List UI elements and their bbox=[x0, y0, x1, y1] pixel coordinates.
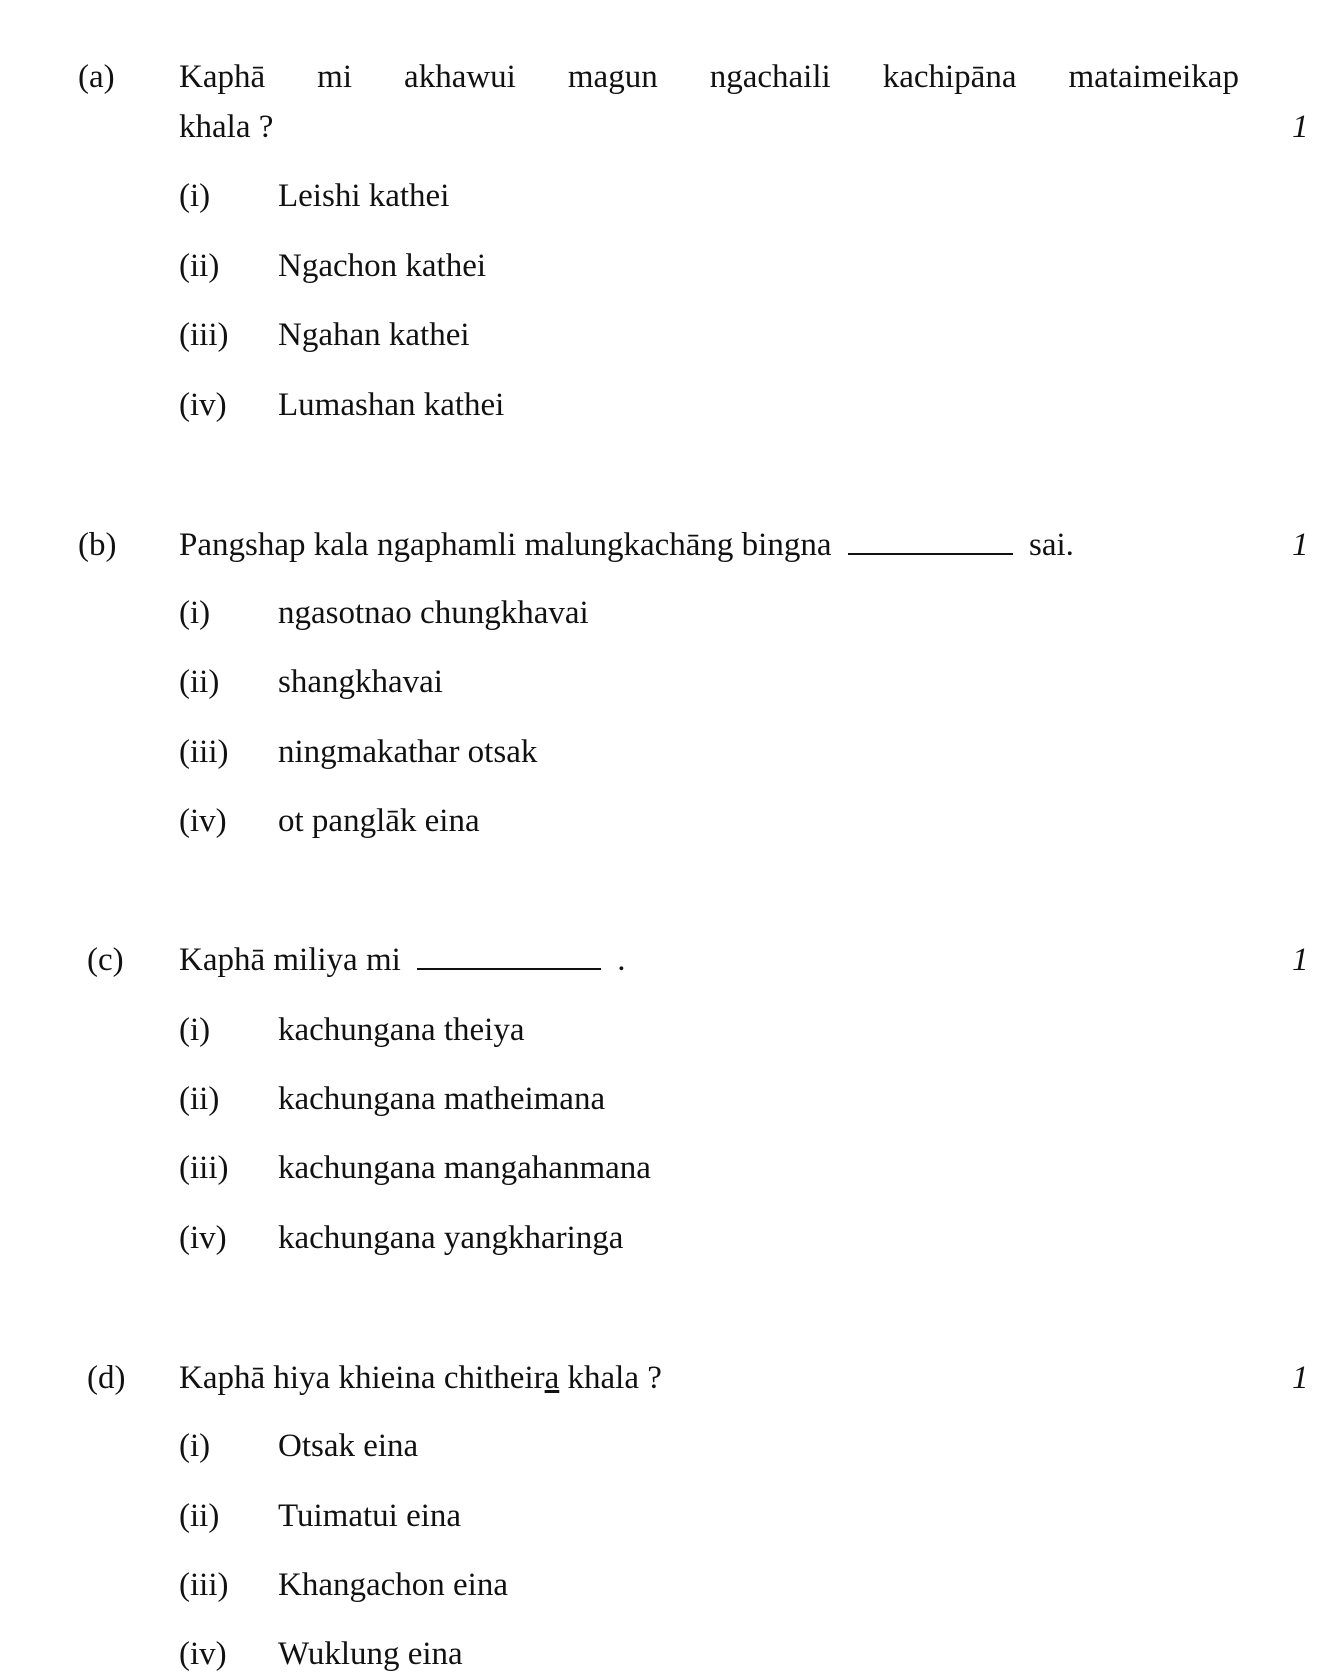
stem-word: mi bbox=[317, 59, 353, 95]
answer-blank bbox=[848, 525, 1013, 555]
question-stem bbox=[179, 525, 1074, 565]
stem-text: sai. bbox=[1029, 527, 1074, 563]
question-stem bbox=[179, 57, 1239, 97]
option-label: (ii) bbox=[179, 1498, 220, 1534]
stem-text: Pangshap kala ngaphamli malungkachāng bingna bbox=[179, 527, 832, 563]
option-text: Otsak eina bbox=[278, 1428, 419, 1464]
stem-text: . bbox=[617, 942, 626, 978]
option-text: kachungana mangahanmana bbox=[278, 1150, 651, 1186]
stem-word: magun bbox=[567, 59, 658, 95]
option-label: (i) bbox=[179, 178, 211, 214]
option-label: (iv) bbox=[179, 1220, 227, 1256]
option-label: (iv) bbox=[179, 387, 227, 423]
stem-word: ngachaili bbox=[709, 59, 831, 95]
stem-text: khala ? bbox=[559, 1360, 662, 1396]
option-text: Ngahan kathei bbox=[278, 317, 470, 353]
stem-word: akhawui bbox=[404, 59, 516, 95]
option-label: (i) bbox=[179, 1428, 211, 1464]
option-text: ningmakathar otsak bbox=[278, 734, 538, 770]
stem-word: mataimeikap bbox=[1068, 59, 1239, 95]
marks: 1 bbox=[1292, 942, 1309, 978]
stem-underlined-letter: a bbox=[544, 1360, 560, 1396]
stem-word: Kaphā bbox=[179, 59, 266, 95]
option-text: Khangachon eina bbox=[278, 1567, 508, 1603]
question-label: (c) bbox=[87, 942, 124, 978]
question-stem bbox=[179, 1358, 662, 1398]
option-text: Wuklung eina bbox=[278, 1636, 463, 1672]
option-text: Leishi kathei bbox=[278, 178, 450, 214]
stem-text: Kaphā miliya mi bbox=[179, 942, 401, 978]
option-text: ot panglāk eina bbox=[278, 803, 480, 839]
option-text: shangkhavai bbox=[278, 664, 443, 700]
stem-text: Kaphā hiya khieina chitheir bbox=[179, 1360, 545, 1396]
option-text: kachungana yangkharinga bbox=[278, 1220, 624, 1256]
question-label: (b) bbox=[78, 527, 117, 563]
option-text: Tuimatui eina bbox=[278, 1498, 462, 1534]
question-label: (d) bbox=[87, 1360, 126, 1396]
option-text: kachungana theiya bbox=[278, 1012, 525, 1048]
marks: 1 bbox=[1292, 527, 1309, 563]
option-label: (iv) bbox=[179, 803, 227, 839]
option-label: (i) bbox=[179, 1012, 211, 1048]
question-stem-line2: khala ? bbox=[179, 109, 274, 145]
stem-word: kachipāna bbox=[882, 59, 1017, 95]
option-label: (ii) bbox=[179, 1081, 220, 1117]
option-label: (iii) bbox=[179, 1150, 229, 1186]
option-label: (ii) bbox=[179, 664, 220, 700]
marks: 1 bbox=[1292, 109, 1309, 145]
question-label: (a) bbox=[78, 59, 115, 95]
option-label: (i) bbox=[179, 595, 211, 631]
option-label: (ii) bbox=[179, 248, 220, 284]
option-text: kachungana matheimana bbox=[278, 1081, 606, 1117]
option-text: Ngachon kathei bbox=[278, 248, 487, 284]
answer-blank bbox=[417, 940, 601, 970]
option-label: (iv) bbox=[179, 1636, 227, 1672]
option-text: Lumashan kathei bbox=[278, 387, 505, 423]
option-label: (iii) bbox=[179, 317, 229, 353]
option-label: (iii) bbox=[179, 734, 229, 770]
option-label: (iii) bbox=[179, 1567, 229, 1603]
option-text: ngasotnao chungkhavai bbox=[278, 595, 589, 631]
question-stem bbox=[179, 940, 626, 980]
marks: 1 bbox=[1292, 1360, 1309, 1396]
